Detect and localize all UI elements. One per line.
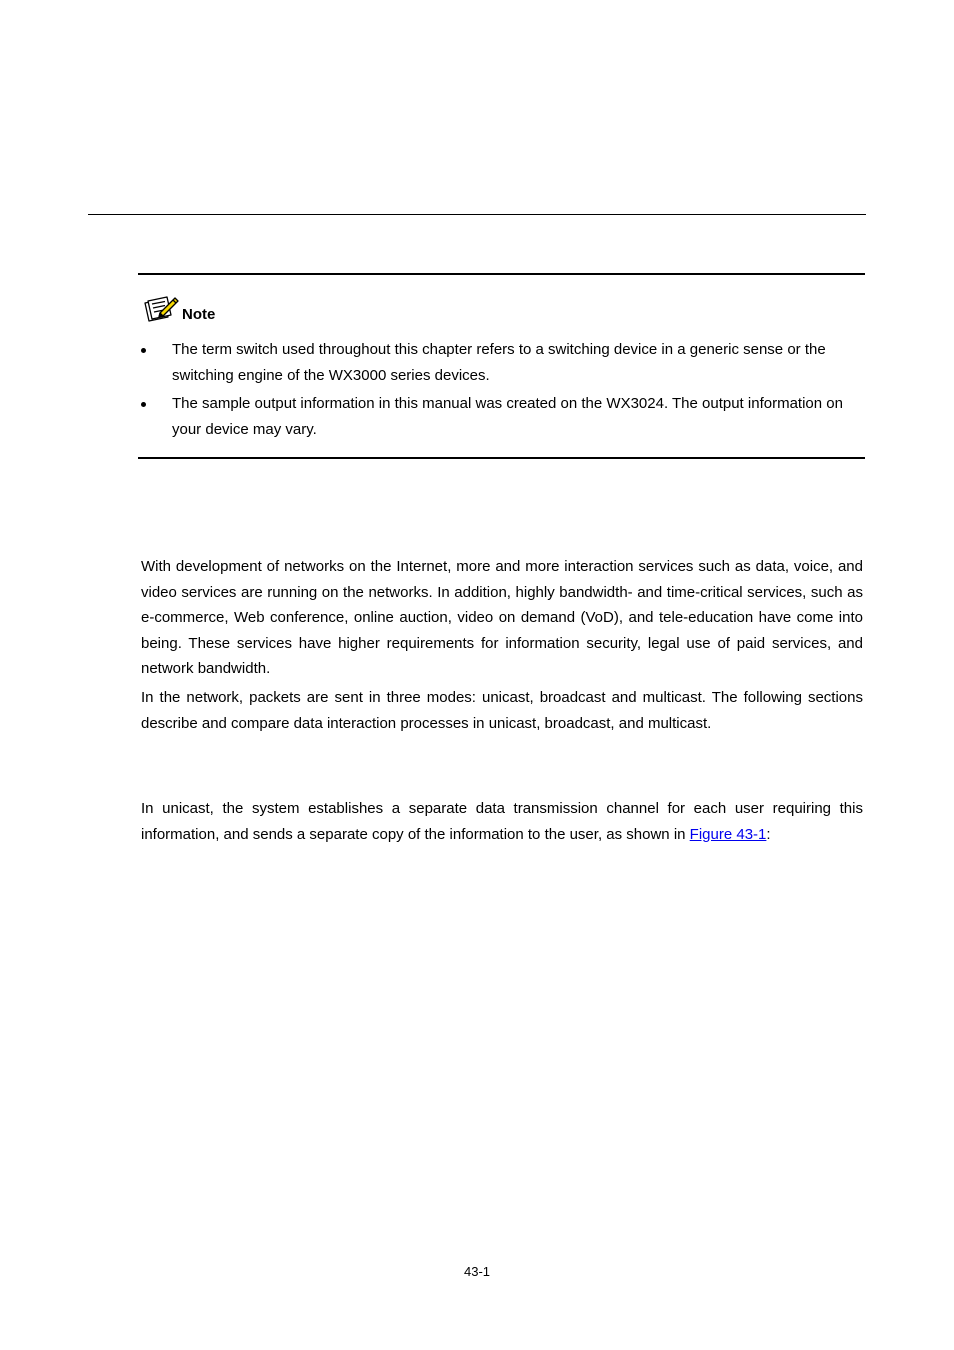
intro-paragraph: With development of networks on the Internet, more and more interaction services such as data, voice, and video services are running on the networks. In addition, highly bandwidth- and time-critical services, such as e-commerce, Web conference, online auction, video on demand (VoD), and tele-education have come into being. These services have higher requirements for information security, legal use of paid services, and network bandwidth. <box>141 558 863 677</box>
unicast-paragraph <box>141 796 863 847</box>
note-header <box>142 293 215 325</box>
note-list <box>138 337 865 445</box>
bullet-icon <box>141 348 146 353</box>
modes-paragraph: In the network, packets are sent in three modes: unicast, broadcast and multicast. The following sections describe and compare data interaction processes in unicast, broadcast, and multicast. <box>141 689 863 732</box>
unicast-text-end: : <box>766 825 771 843</box>
note-label: Note <box>182 306 216 323</box>
unicast-text: In unicast, the system establishes a separate data transmission channel for each user requiring this information, and sends a separate copy of the information to the user, as shown in <box>141 800 863 843</box>
note-item-text: The term switch used throughout this chapter refers to a switching device in a generic sense or the switching engine of the WX3000 series devices. <box>172 341 826 384</box>
header-divider <box>88 214 866 215</box>
figure-43-1-link[interactable]: Figure 43-1 <box>689 825 767 843</box>
note-box <box>138 273 865 459</box>
note-item-text: The sample output information in this manual was created on the WX3024. The output information on your device may vary. <box>172 395 843 438</box>
note-pencil-icon <box>142 293 180 325</box>
bullet-icon <box>141 402 146 407</box>
note-item <box>138 337 865 388</box>
page-number: 43-1 <box>463 1264 491 1279</box>
note-item <box>138 391 865 442</box>
